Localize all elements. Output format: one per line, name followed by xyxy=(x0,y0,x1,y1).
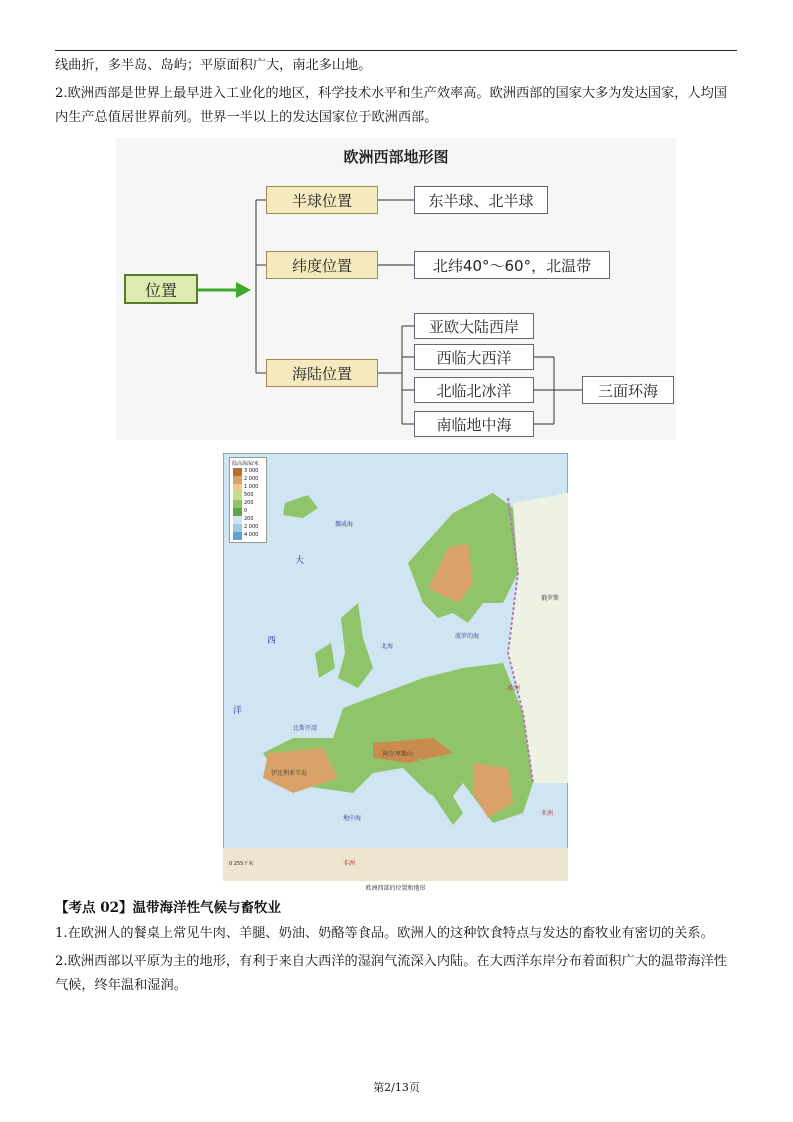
legend-level: 1 000 xyxy=(244,484,259,490)
category-land-sea: 海陆位置 xyxy=(266,359,378,387)
position-diagram xyxy=(116,138,676,440)
legend-swatch xyxy=(233,508,242,516)
summary-node: 三面环海 xyxy=(582,376,674,404)
label-africa: 非洲 xyxy=(343,860,356,867)
page-footer: 第2/13页 xyxy=(373,1081,420,1094)
label-mediterranean: 地中海 xyxy=(343,815,362,822)
paragraph-climate: 2.欧洲西部以平原为主的地形，有利于来自大西洋的湿润气流深入内陆。在大西洋东岸分布着面积广大的温带海洋性气候，终年温和湿润。 xyxy=(55,954,727,993)
legend-level: 2 000 xyxy=(244,524,259,530)
label-baltic: 波罗的海 xyxy=(455,633,480,640)
legend-level: 2 000 xyxy=(244,476,259,482)
legend-swatch xyxy=(233,532,242,540)
label-asia: 亚洲 xyxy=(541,810,554,817)
legend-level: 0 xyxy=(244,508,248,514)
paragraph-diet: 1.在欧洲人的餐桌上常见牛肉、羊腿、奶油、奶酪等食品。欧洲人的这种饮食特点与发达的畜牧业有密切的关系。 xyxy=(55,926,714,941)
value-atlantic: 西临大西洋 xyxy=(414,344,534,370)
legend-swatch xyxy=(233,492,242,500)
map-terrain xyxy=(223,453,568,881)
map-legend xyxy=(229,457,267,543)
label-russia: 俄罗斯 xyxy=(541,595,560,602)
label-europe: 欧洲 xyxy=(508,685,521,692)
label-iberia: 伊比利亚半岛 xyxy=(271,770,308,777)
label-norwegian-sea: 挪威海 xyxy=(335,521,354,528)
paragraph-line1: 线曲折，多半岛、岛屿；平原面积广大，南北多山地。 xyxy=(55,58,372,73)
diagram-title: 欧洲西部地形图 xyxy=(343,148,449,166)
label-atlantic-2: 西 xyxy=(267,636,277,646)
legend-swatch xyxy=(233,476,242,484)
header-rule xyxy=(55,50,737,51)
legend-swatch xyxy=(233,516,242,524)
map-scale: 0 255千米 xyxy=(229,861,254,867)
label-north-sea: 北海 xyxy=(381,643,394,650)
map-caption: 欧洲西部的位置和地形 xyxy=(365,885,426,892)
label-atlantic-1: 大 xyxy=(295,556,305,566)
europe-map xyxy=(223,453,568,893)
value-west-coast: 亚欧大陆西岸 xyxy=(414,313,534,339)
legend-level: 500 xyxy=(244,492,254,498)
category-latitude: 纬度位置 xyxy=(266,251,378,279)
value-mediterranean: 南临地中海 xyxy=(414,411,534,437)
legend-level: 200 xyxy=(244,500,254,506)
category-hemisphere: 半球位置 xyxy=(266,186,378,214)
section-heading: 【考点 02】温带海洋性气候与畜牧业 xyxy=(55,900,281,916)
value-arctic: 北临北冰洋 xyxy=(414,377,534,403)
label-atlantic-3: 洋 xyxy=(233,706,243,716)
label-alps: 阿尔卑斯山 xyxy=(383,751,414,758)
paragraph-industrialization: 2.欧洲西部是世界上最早进入工业化的地区，科学技术水平和生产效率高。欧洲西部的国家大多为发达国家，人均国内生产总值居世界前列。世界一半以上的发达国家位于欧洲西部。 xyxy=(55,86,727,125)
root-node: 位置 xyxy=(124,274,198,304)
legend-swatch xyxy=(233,500,242,508)
legend-swatch xyxy=(233,484,242,492)
legend-level: 3 000 xyxy=(244,468,259,474)
label-bay-biscay: 比斯开湾 xyxy=(293,725,318,732)
value-latitude: 北纬40°～60°，北温带 xyxy=(414,251,610,279)
legend-level: 4 000 xyxy=(244,532,259,538)
legend-swatch xyxy=(233,524,242,532)
legend-swatch xyxy=(233,468,242,476)
legend-level: 200 xyxy=(244,516,254,522)
value-hemisphere: 东半球、北半球 xyxy=(414,186,548,214)
legend-title: 陆高海深/米 xyxy=(232,461,259,467)
